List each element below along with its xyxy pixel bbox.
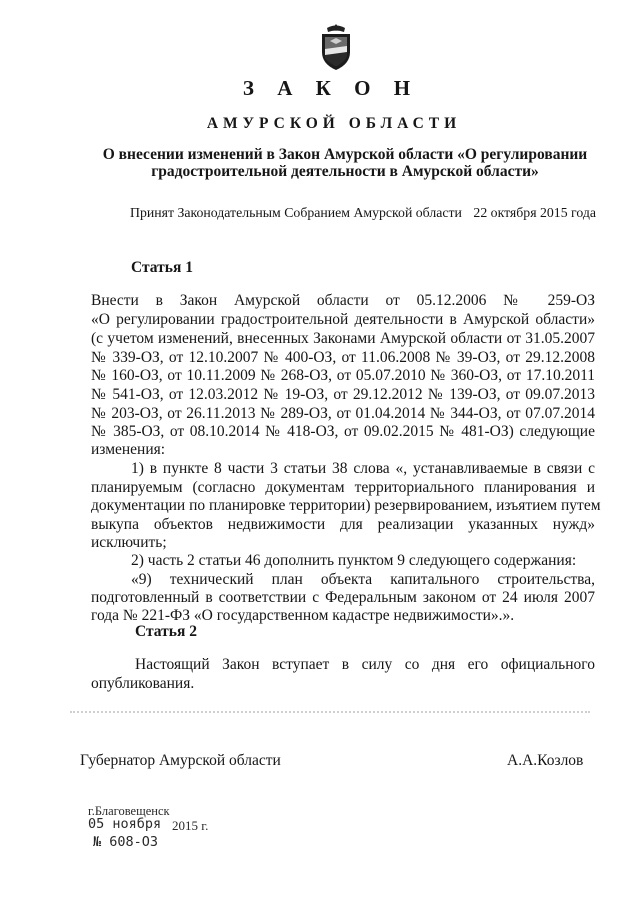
article-1-item-1: 1) в пункте 8 части 3 статьи 38 слова «, устанавливаемые в связи с — [131, 460, 595, 477]
article-1-line: № 339-ОЗ, от 12.10.2007 № 400-ОЗ, от 11.06.2008 № 39-ОЗ, от 29.12.2008 — [91, 349, 595, 366]
governor-name: А.А.Козлов — [507, 752, 584, 769]
registration-number: № 608-ОЗ — [93, 834, 159, 850]
article-2-heading: Статья 2 — [135, 623, 197, 640]
registration-date: 05 ноября — [88, 816, 162, 832]
article-1-line: выкупа объектов недвижимости для реализации указанных нужд» — [91, 516, 595, 533]
document-type-title: З А К О Н — [242, 76, 420, 100]
governor-position: Губернатор Амурской области — [80, 752, 281, 769]
coat-of-arms-icon — [316, 22, 356, 72]
divider — [70, 711, 590, 715]
article-1-line: документации по планировке территории) резервированием, изъятием путем — [91, 497, 601, 514]
law-name: О внесении изменений в Закон Амурской области «О регулировании градостроительной деятельности в Амурской области» — [102, 146, 588, 180]
article-1-line: (с учетом изменений, внесенных Законами Амурской области от 31.05.2007 — [91, 330, 595, 347]
adoption-line — [130, 205, 596, 221]
article-1-line: изменения: — [91, 441, 166, 458]
article-1-line: года № 221-ФЗ «О государственном кадастре недвижимости».». — [91, 607, 515, 624]
article-1-quote: «9) технический план объекта капитального строительства, — [131, 571, 595, 588]
article-1-line: планируемым (согласно документам территориального планирования и — [91, 479, 595, 496]
article-1-line: № 203-ОЗ, от 26.11.2013 № 289-ОЗ, от 01.04.2014 № 344-ОЗ, от 07.07.2014 — [91, 405, 595, 422]
adopted-date: 22 октября 2015 года — [473, 205, 596, 220]
article-1-item-2: 2) часть 2 статьи 46 дополнить пунктом 9 следующего содержания: — [131, 552, 577, 569]
article-1-line: № 385-ОЗ, от 08.10.2014 № 418-ОЗ, от 09.02.2015 № 481-ОЗ) следующие — [91, 423, 595, 440]
adopted-by: Принят Законодательным Собранием Амурской области — [130, 205, 462, 220]
article-1-line: исключить; — [91, 534, 167, 551]
article-1-heading: Статья 1 — [131, 259, 193, 276]
article-2-line: Настоящий Закон вступает в силу со дня его официального — [135, 656, 595, 673]
article-1-line: подготовленный в соответствии с Федеральным законом от 24 июля 2007 — [91, 589, 595, 606]
region-title: АМУРСКОЙ ОБЛАСТИ — [206, 115, 462, 132]
article-1-line: № 160-ОЗ, от 10.11.2009 № 268-ОЗ, от 05.07.2010 № 360-ОЗ, от 17.10.2011 — [91, 367, 595, 384]
registration-year: 2015 г. — [172, 818, 209, 833]
registration-city: г.Благовещенск — [88, 804, 170, 818]
article-1-line: № 541-ОЗ, от 12.03.2012 № 19-ОЗ, от 29.12.2012 № 139-ОЗ, от 09.07.2013 — [91, 386, 595, 403]
article-1-line: Внести в Закон Амурской области от 05.12.2006 № 259-ОЗ — [91, 292, 595, 309]
article-1-line: «О регулировании градостроительной деятельности в Амурской области» — [91, 311, 595, 328]
article-2-line: опубликования. — [91, 675, 195, 692]
